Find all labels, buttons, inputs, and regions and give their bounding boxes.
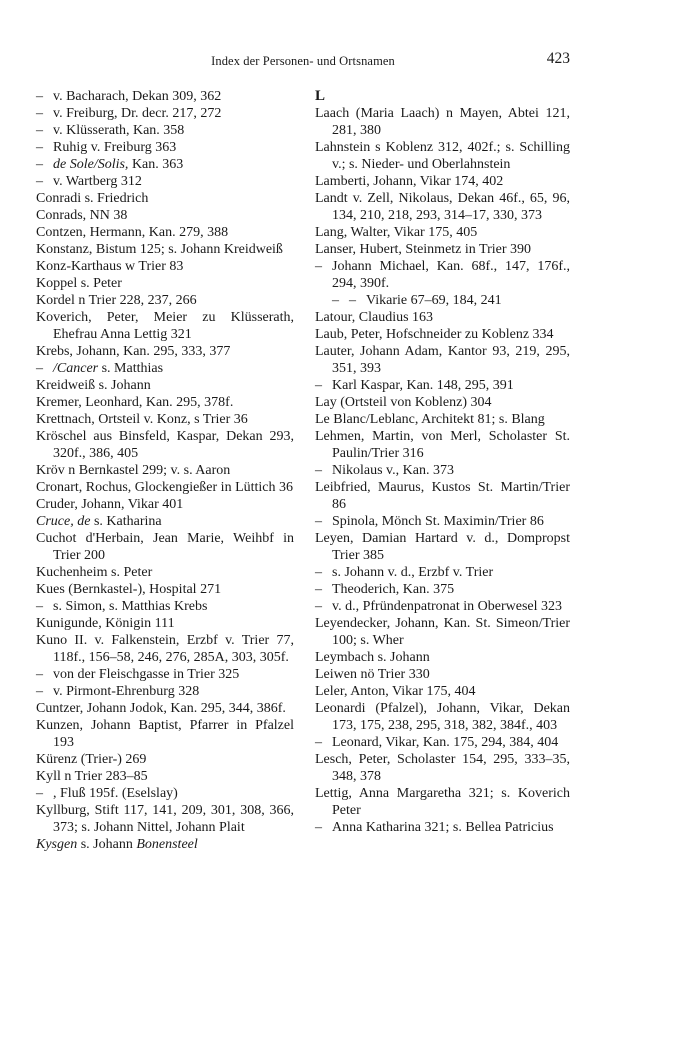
entry-text: v. Klüsserath, Kan. 358 [53,123,185,138]
index-entry [36,105,294,122]
index-entry [36,122,294,139]
index-entry [315,224,570,241]
entry-text: Conradi s. Friedrich [36,191,149,206]
entry-dash: – [36,174,43,189]
index-entry [315,615,570,649]
index-entry [36,224,294,241]
index-entry [315,292,570,309]
entry-text: s. Simon, s. Matthias Krebs [53,599,208,614]
entry-text: Lesch, Peter, Scholaster 154, 295, 333–35, 348, 378 [315,752,570,784]
index-entry [315,700,570,734]
entry-text: Kues (Bernkastel-), Hospital 271 [36,582,222,597]
entry-text: Krebs, Johann, Kan. 295, 333, 377 [36,344,231,359]
entry-text: Kyll n Trier 283–85 [36,769,148,784]
entry-dash: – [36,667,43,682]
index-entry [315,394,570,411]
entry-text: Le Blanc/Leblanc, Architekt 81; s. Blang [315,412,545,427]
entry-text: Konstanz, Bistum 125; s. Johann Kreidweiß [36,242,283,257]
entry-text: Leyendecker, Johann, Kan. St. Simeon/Trier 100; s. Wher [315,616,570,648]
entry-text: Lettig, Anna Margaretha 321; s. Koverich Peter [315,786,570,818]
entry-text: Leler, Anton, Vikar 175, 404 [315,684,476,699]
entry-text: v. Wartberg 312 [53,174,142,189]
index-entry [315,105,570,139]
entry-text: Kuno II. v. Falkenstein, Erzbf v. Trier 77, 118f., 156–58, 246, 276, 285A, 303, 305f. [36,633,294,665]
entry-dash: – [36,157,43,172]
index-entry [315,479,570,513]
entry-text: Leyen, Damian Hartard v. d., Dompropst Trier 385 [315,531,570,563]
index-entry [36,751,294,768]
index-entry [315,666,570,683]
entry-text: Leibfried, Maurus, Kustos St. Martin/Trier 86 [315,480,570,512]
index-entry [36,666,294,683]
entry-text: Spinola, Mönch St. Maximin/Trier 86 [332,514,544,529]
entry-text: Leymbach s. Johann [315,650,430,665]
index-entry [315,462,570,479]
index-letter-heading [315,88,570,105]
entry-text: L [315,88,326,104]
index-entry [36,683,294,700]
entry-text: s. Katharina [90,514,162,529]
entry-text: Laub, Peter, Hofschneider zu Koblenz 334 [315,327,554,342]
entry-dash: – [36,361,43,376]
entry-text: Kröv n Bernkastel 299; v. s. Aaron [36,463,231,478]
index-entry [36,564,294,581]
index-entry [315,241,570,258]
index-column-left [36,88,294,853]
index-entry [36,258,294,275]
index-entry [36,479,294,496]
entry-dash: – [349,293,356,308]
entry-text: Kröschel aus Binsfeld, Kaspar, Dekan 293, 320f., 386, 405 [36,429,294,461]
index-entry [315,326,570,343]
entry-text: Landt v. Zell, Nikolaus, Dekan 46f., 65, 96, 134, 210, 218, 293, 314–17, 330, 373 [315,191,570,223]
entry-dash: – [36,89,43,104]
entry-text: Vikarie 67–69, 184, 241 [366,293,502,308]
index-entry [36,700,294,717]
entry-italic-text: Bonensteel [136,837,198,852]
entry-text: Kuchenheim s. Peter [36,565,153,580]
entry-text: Lahnstein s Koblenz 312, 402f.; s. Schilling v.; s. Nieder- und Oberlahnstein [315,140,570,172]
index-entry [36,241,294,258]
index-entry [315,258,570,292]
index-entry [315,564,570,581]
index-entry [36,377,294,394]
index-entry [315,785,570,819]
index-entry [315,598,570,615]
index-entry [315,530,570,564]
entry-text: Kordel n Trier 228, 237, 266 [36,293,197,308]
entry-text: Karl Kaspar, Kan. 148, 295, 391 [332,378,514,393]
index-entry [36,802,294,836]
page-number: 423 [546,50,570,67]
index-entry [315,173,570,190]
index-entry [36,190,294,207]
entry-text: Johann Michael, Kan. 68f., 147, 176f., 294, 390f. [332,259,570,291]
entry-text: Kunzen, Johann Baptist, Pfarrer in Pfalzel 193 [36,718,294,750]
entry-text: Kürenz (Trier-) 269 [36,752,147,767]
entry-text: Leonard, Vikar, Kan. 175, 294, 384, 404 [332,735,559,750]
entry-text: Leonardi (Pfalzel), Johann, Vikar, Dekan 173, 175, 238, 295, 318, 382, 384f., 403 [315,701,570,733]
index-entry [36,513,294,530]
entry-text: Laach (Maria Laach) n Mayen, Abtei 121, 281, 380 [315,106,570,138]
entry-text: s. Matthias [98,361,164,376]
entry-italic-text: Cruce, de [36,514,91,529]
index-entry [36,207,294,224]
index-entry [36,462,294,479]
entry-text: v. d., Pfründenpatronat in Oberwesel 323 [332,599,563,614]
index-entry [315,428,570,462]
index-entry [36,615,294,632]
entry-text: v. Pirmont-Ehrenburg 328 [53,684,200,699]
entry-text: Leiwen nö Trier 330 [315,667,430,682]
index-entry [315,649,570,666]
entry-dash: – [315,565,322,580]
entry-text: Krettnach, Ortsteil v. Konz, s Trier 36 [36,412,248,427]
entry-dash: – [315,463,322,478]
index-entry [36,343,294,360]
index-column-right [315,88,570,836]
entry-dash: – [36,599,43,614]
entry-text: Cuchot d'Herbain, Jean Marie, Weihbf in Trier 200 [36,531,294,563]
entry-italic-text: Kysgen [36,837,78,852]
entry-dash: – [315,582,322,597]
entry-dash: – [315,514,322,529]
entry-text: , Fluß 195f. (Eselslay) [53,786,178,801]
index-entry [315,411,570,428]
entry-dash: – [36,123,43,138]
entry-text: Kan. 363 [128,157,184,172]
entry-dash: – [315,259,322,274]
index-entry [36,88,294,105]
entry-text: Anna Katharina 321; s. Bellea Patricius [332,820,554,835]
entry-text: Lamberti, Johann, Vikar 174, 402 [315,174,504,189]
entry-text: Lehmen, Martin, von Merl, Scholaster St. Paulin/Trier 316 [315,429,570,461]
index-entry [36,411,294,428]
entry-text: v. Bacharach, Dekan 309, 362 [53,89,222,104]
index-entry [315,683,570,700]
entry-text: Kunigunde, Königin 111 [36,616,175,631]
entry-dash: – [315,599,322,614]
index-entry [36,139,294,156]
index-entry [36,717,294,751]
entry-text: Nikolaus v., Kan. 373 [332,463,454,478]
index-entry [36,785,294,802]
entry-dash: – [36,106,43,121]
entry-text: Contzen, Hermann, Kan. 279, 388 [36,225,229,240]
entry-text: Koverich, Peter, Meier zu Klüsserath, Ehefrau Anna Lettig 321 [36,310,294,342]
entry-text: Lauter, Johann Adam, Kantor 93, 219, 295, 351, 393 [315,344,570,376]
running-title: Index der Personen- und Ortsnamen [211,54,395,68]
entry-text: Kyllburg, Stift 117, 141, 209, 301, 308, 366, 373; s. Johann Nittel, Johann Plait [36,803,294,835]
index-entry [315,343,570,377]
index-entry [36,768,294,785]
entry-text: s. Johann [77,837,137,852]
entry-text: Cruder, Johann, Vikar 401 [36,497,184,512]
index-entry [36,632,294,666]
index-entry [315,190,570,224]
entry-text: Kreidweiß s. Johann [36,378,151,393]
index-entry [315,513,570,530]
entry-text: Conrads, NN 38 [36,208,128,223]
index-entry [315,581,570,598]
entry-text: Konz-Karthaus w Trier 83 [36,259,184,274]
index-entry [36,581,294,598]
entry-dash: – [332,293,339,308]
entry-dash: – [36,684,43,699]
index-entry [36,836,294,853]
index-entry [36,394,294,411]
index-entry [36,275,294,292]
entry-text: Cronart, Rochus, Glockengießer in Lüttich 36 [36,480,293,495]
entry-text: v. Freiburg, Dr. decr. 217, 272 [53,106,222,121]
index-entry [36,309,294,343]
entry-dash: – [315,735,322,750]
entry-text: s. Johann v. d., Erzbf v. Trier [332,565,494,580]
index-entry [315,734,570,751]
index-entry [36,360,294,377]
index-entry [315,377,570,394]
entry-text: Lang, Walter, Vikar 175, 405 [315,225,478,240]
entry-text: Koppel s. Peter [36,276,122,291]
entry-text: Kremer, Leonhard, Kan. 295, 378f. [36,395,234,410]
entry-dash: – [36,786,43,801]
index-entry [315,751,570,785]
entry-text: Ruhig v. Freiburg 363 [53,140,177,155]
index-entry [36,530,294,564]
index-entry [36,156,294,173]
entry-italic-text: de Sole/Solis, [53,157,129,172]
index-entry [315,139,570,173]
index-entry [36,292,294,309]
page-header [36,50,570,74]
entry-text: von der Fleischgasse in Trier 325 [53,667,240,682]
entry-text: Theoderich, Kan. 375 [332,582,455,597]
entry-dash: – [36,140,43,155]
entry-italic-text: /Cancer [53,361,99,376]
index-entry [315,819,570,836]
index-entry [315,309,570,326]
entry-dash: – [315,378,322,393]
index-entry [36,173,294,190]
index-entry [36,428,294,462]
entry-text: Lanser, Hubert, Steinmetz in Trier 390 [315,242,532,257]
entry-text: Cuntzer, Johann Jodok, Kan. 295, 344, 386f. [36,701,286,716]
entry-text: Lay (Ortsteil von Koblenz) 304 [315,395,492,410]
entry-text: Latour, Claudius 163 [315,310,434,325]
index-entry [36,598,294,615]
entry-dash: – [315,820,322,835]
index-entry [36,496,294,513]
